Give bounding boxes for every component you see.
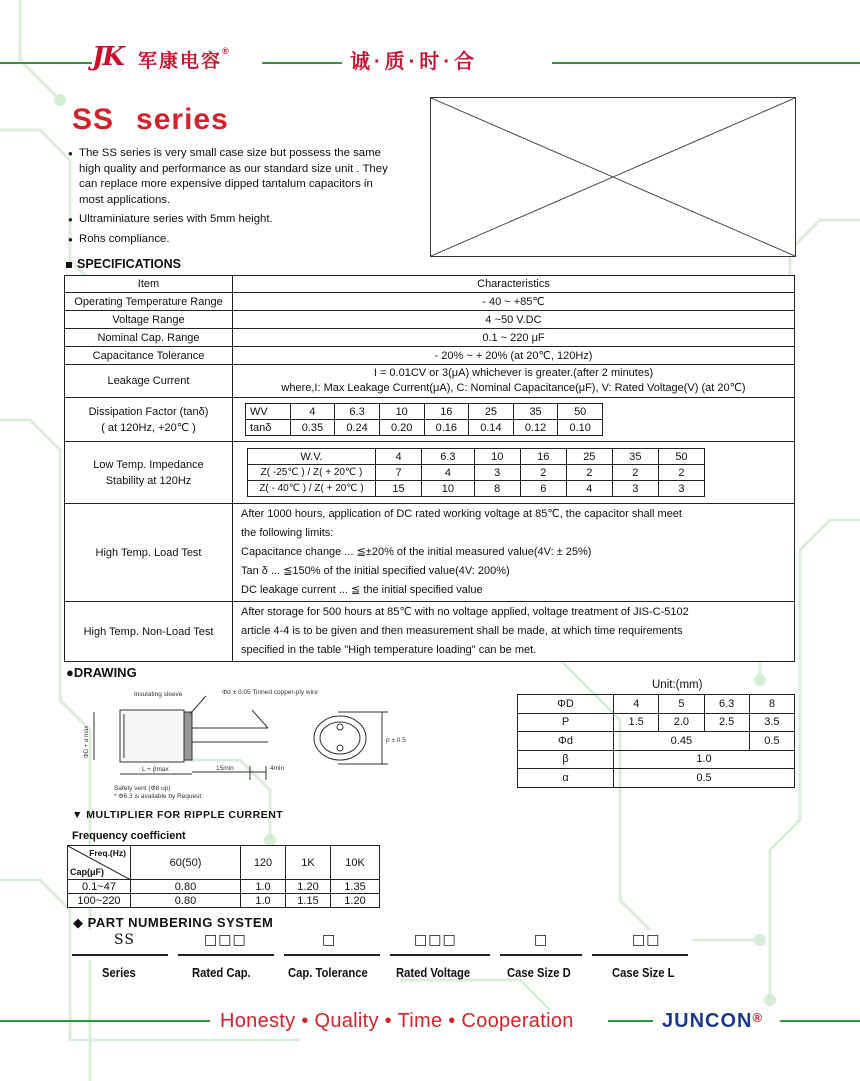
table-row: High Temp. Load Test After 1000 hours, application of DC rated working voltage at 85℃, the capacitor shall meet the following limits: Capacitance change ... ≦±20% of the initial measured value(4V: ± 25%) Tan δ ... ≦150% of the initial specified value(4V: 200%) DC leakage current ... ≦ the initial specified value [65, 504, 795, 602]
part-number-codes [72, 930, 692, 960]
logo-text: 军康电容® [138, 46, 231, 72]
table-row: 100~220 0.80 1.0 1.15 1.20 [68, 894, 380, 908]
table-row: High Temp. Non-Load Test After storage for 500 hours at 85℃ with no voltage applied, voltage treatment of JIS-C-5102 article 4-4 is to be given and then measurement shall be made, at which time requirements specified in the table "High temperature loading" can be met. [65, 602, 795, 662]
svg-text:p ± 0.5: p ± 0.5 [386, 737, 406, 744]
table-row: Voltage Range 4 ~50 V.DC [65, 311, 795, 329]
pn-code-series: SS [114, 932, 135, 948]
pn-label-series: Series [102, 966, 136, 980]
footer-rule-left [0, 1020, 210, 1022]
pn-label-rated-cap: Rated Cap. [192, 966, 251, 980]
pn-underline [500, 954, 582, 956]
svg-text:Φd ± 0.05 Tinned copper-ply wi: Φd ± 0.05 Tinned copper-ply wire [222, 689, 318, 696]
pn-underline [592, 954, 688, 956]
table-row: Nominal Cap. Range 0.1 ~ 220 μF [65, 329, 795, 347]
page-title: SS series [72, 103, 229, 136]
header-slogan: 诚·质·时·合 [350, 51, 478, 73]
table-row: α 0.5 [518, 769, 795, 788]
table-row: Freq.(Hz) Cap(μF) 60(50) 120 1K 10K [68, 846, 380, 880]
pn-code-rated-voltage: □□□ [414, 932, 457, 948]
footer-rule-right [780, 1020, 860, 1022]
specifications-table [64, 275, 795, 662]
part-numbering-heading: ◆ PART NUMBERING SYSTEM [73, 915, 274, 930]
table-row: 0.1~47 0.80 1.0 1.20 1.35 [68, 880, 380, 894]
dissipation-factor-table: WV 4 6.3 10 16 25 35 50 tanδ 0.35 0.24 0.20 0.16 0.14 0.12 0.10 [245, 403, 603, 436]
pn-underline [72, 954, 168, 956]
feature-list [68, 146, 398, 251]
svg-text:L + βmax: L + βmax [142, 766, 169, 773]
table-row: Low Temp. Impedance Stability at 120Hz W.V. 4 6.3 10 16 25 35 50 Z( -25℃ ) / Z( + 20℃ ) 7 4 3 2 2 2 2 Z( - 40℃ ) / Z( + 20℃ ) 15 10 8 6 4 3 3 [65, 442, 795, 504]
svg-text:* Φ6.3 is available by Request: * Φ6.3 is available by Request [114, 793, 202, 800]
table-row: β 1.0 [518, 750, 795, 769]
table-row: Φd 0.45 0.5 [518, 732, 795, 751]
col-characteristics-header: Characteristics [233, 276, 795, 293]
pn-code-tolerance: □ [322, 932, 337, 948]
table-row: Dissipation Factor (tanδ) ( at 120Hz, +20℃ ) WV 4 6.3 10 16 25 35 50 tanδ 0.35 0.24 0.20 0.16 0.14 0.12 0.10 [65, 398, 795, 442]
frequency-coefficient-label: Frequency coefficient [72, 830, 186, 842]
svg-text:Insulating sleeve: Insulating sleeve [134, 691, 183, 698]
product-photo-placeholder [430, 97, 796, 257]
pn-underline [390, 954, 490, 956]
specifications-heading: SPECIFICATIONS [66, 257, 181, 271]
square-bullet-icon [66, 262, 72, 268]
pn-underline [178, 954, 274, 956]
header-rule-right [552, 62, 860, 64]
ripple-multiplier-table [67, 845, 380, 908]
feature-item: ● Ultraminiature series with 5mm height. [68, 212, 398, 228]
header-rule-left [0, 62, 92, 64]
svg-text:4min: 4min [270, 765, 285, 772]
pn-underline [284, 954, 380, 956]
svg-text:Safety vent (Φ8 up): Safety vent (Φ8 up) [114, 785, 171, 792]
pn-code-case-l: □□ [632, 932, 661, 948]
table-row: Leakage Current I = 0.01CV or 3(μA) whichever is greater.(after 2 minutes) where,I: Max Leakage Current(μA), C: Nominal Capacitance(μF), V: Rated Voltage(V) (at 20℃) [65, 365, 795, 398]
placeholder-cross-icon [431, 98, 795, 256]
svg-text:15min: 15min [216, 765, 234, 772]
table-row: ΦD 4 5 6.3 8 [518, 695, 795, 714]
capacitor-dimension-drawing [76, 684, 421, 802]
pn-label-tolerance: Cap. Tolerance [288, 966, 368, 980]
footer-rule-mid [608, 1020, 653, 1022]
table-row: Capacitance Tolerance - 20% ~ + 20% (at 20℃, 120Hz) [65, 347, 795, 365]
pn-label-case-l: Case Size L [612, 966, 675, 980]
table-row: P 1.5 2.0 2.5 3.5 [518, 713, 795, 732]
low-temp-impedance-table: W.V. 4 6.3 10 16 25 35 50 Z( -25℃ ) / Z( + 20℃ ) 7 4 3 2 2 2 2 Z( - 40℃ ) / Z( + 20℃ ) 15 10 8 6 4 3 3 [247, 448, 705, 497]
dimensions-table [517, 694, 795, 788]
header-rule-mid [262, 62, 342, 64]
svg-text:ΦD + α max: ΦD + α max [84, 725, 90, 758]
logo-mark: JK [92, 42, 123, 72]
feature-item: ● The SS series is very small case size but possess the same high quality and performance as our standard size unit . They can replace more expensive dipped tantalum capacitors in most applications. [68, 146, 398, 208]
ripple-heading: ▼ MULTIPLIER FOR RIPPLE CURRENT [72, 809, 284, 821]
unit-label: Unit:(mm) [652, 679, 703, 691]
pn-label-rated-voltage: Rated Voltage [396, 966, 471, 980]
pn-code-case-d: □ [534, 932, 549, 948]
col-item-header: Item [65, 276, 233, 293]
footer-slogan: Honesty • Quality • Time • Cooperation [220, 1010, 574, 1032]
drawing-heading: ●DRAWING [66, 665, 137, 680]
feature-item: ● Rohs compliance. [68, 232, 398, 248]
pn-label-case-d: Case Size D [507, 966, 571, 980]
pn-code-rated-cap: □□□ [204, 932, 247, 948]
brand-logo: JUNCON® [662, 1010, 764, 1032]
table-row: Operating Temperature Range - 40 ~ +85℃ [65, 293, 795, 311]
